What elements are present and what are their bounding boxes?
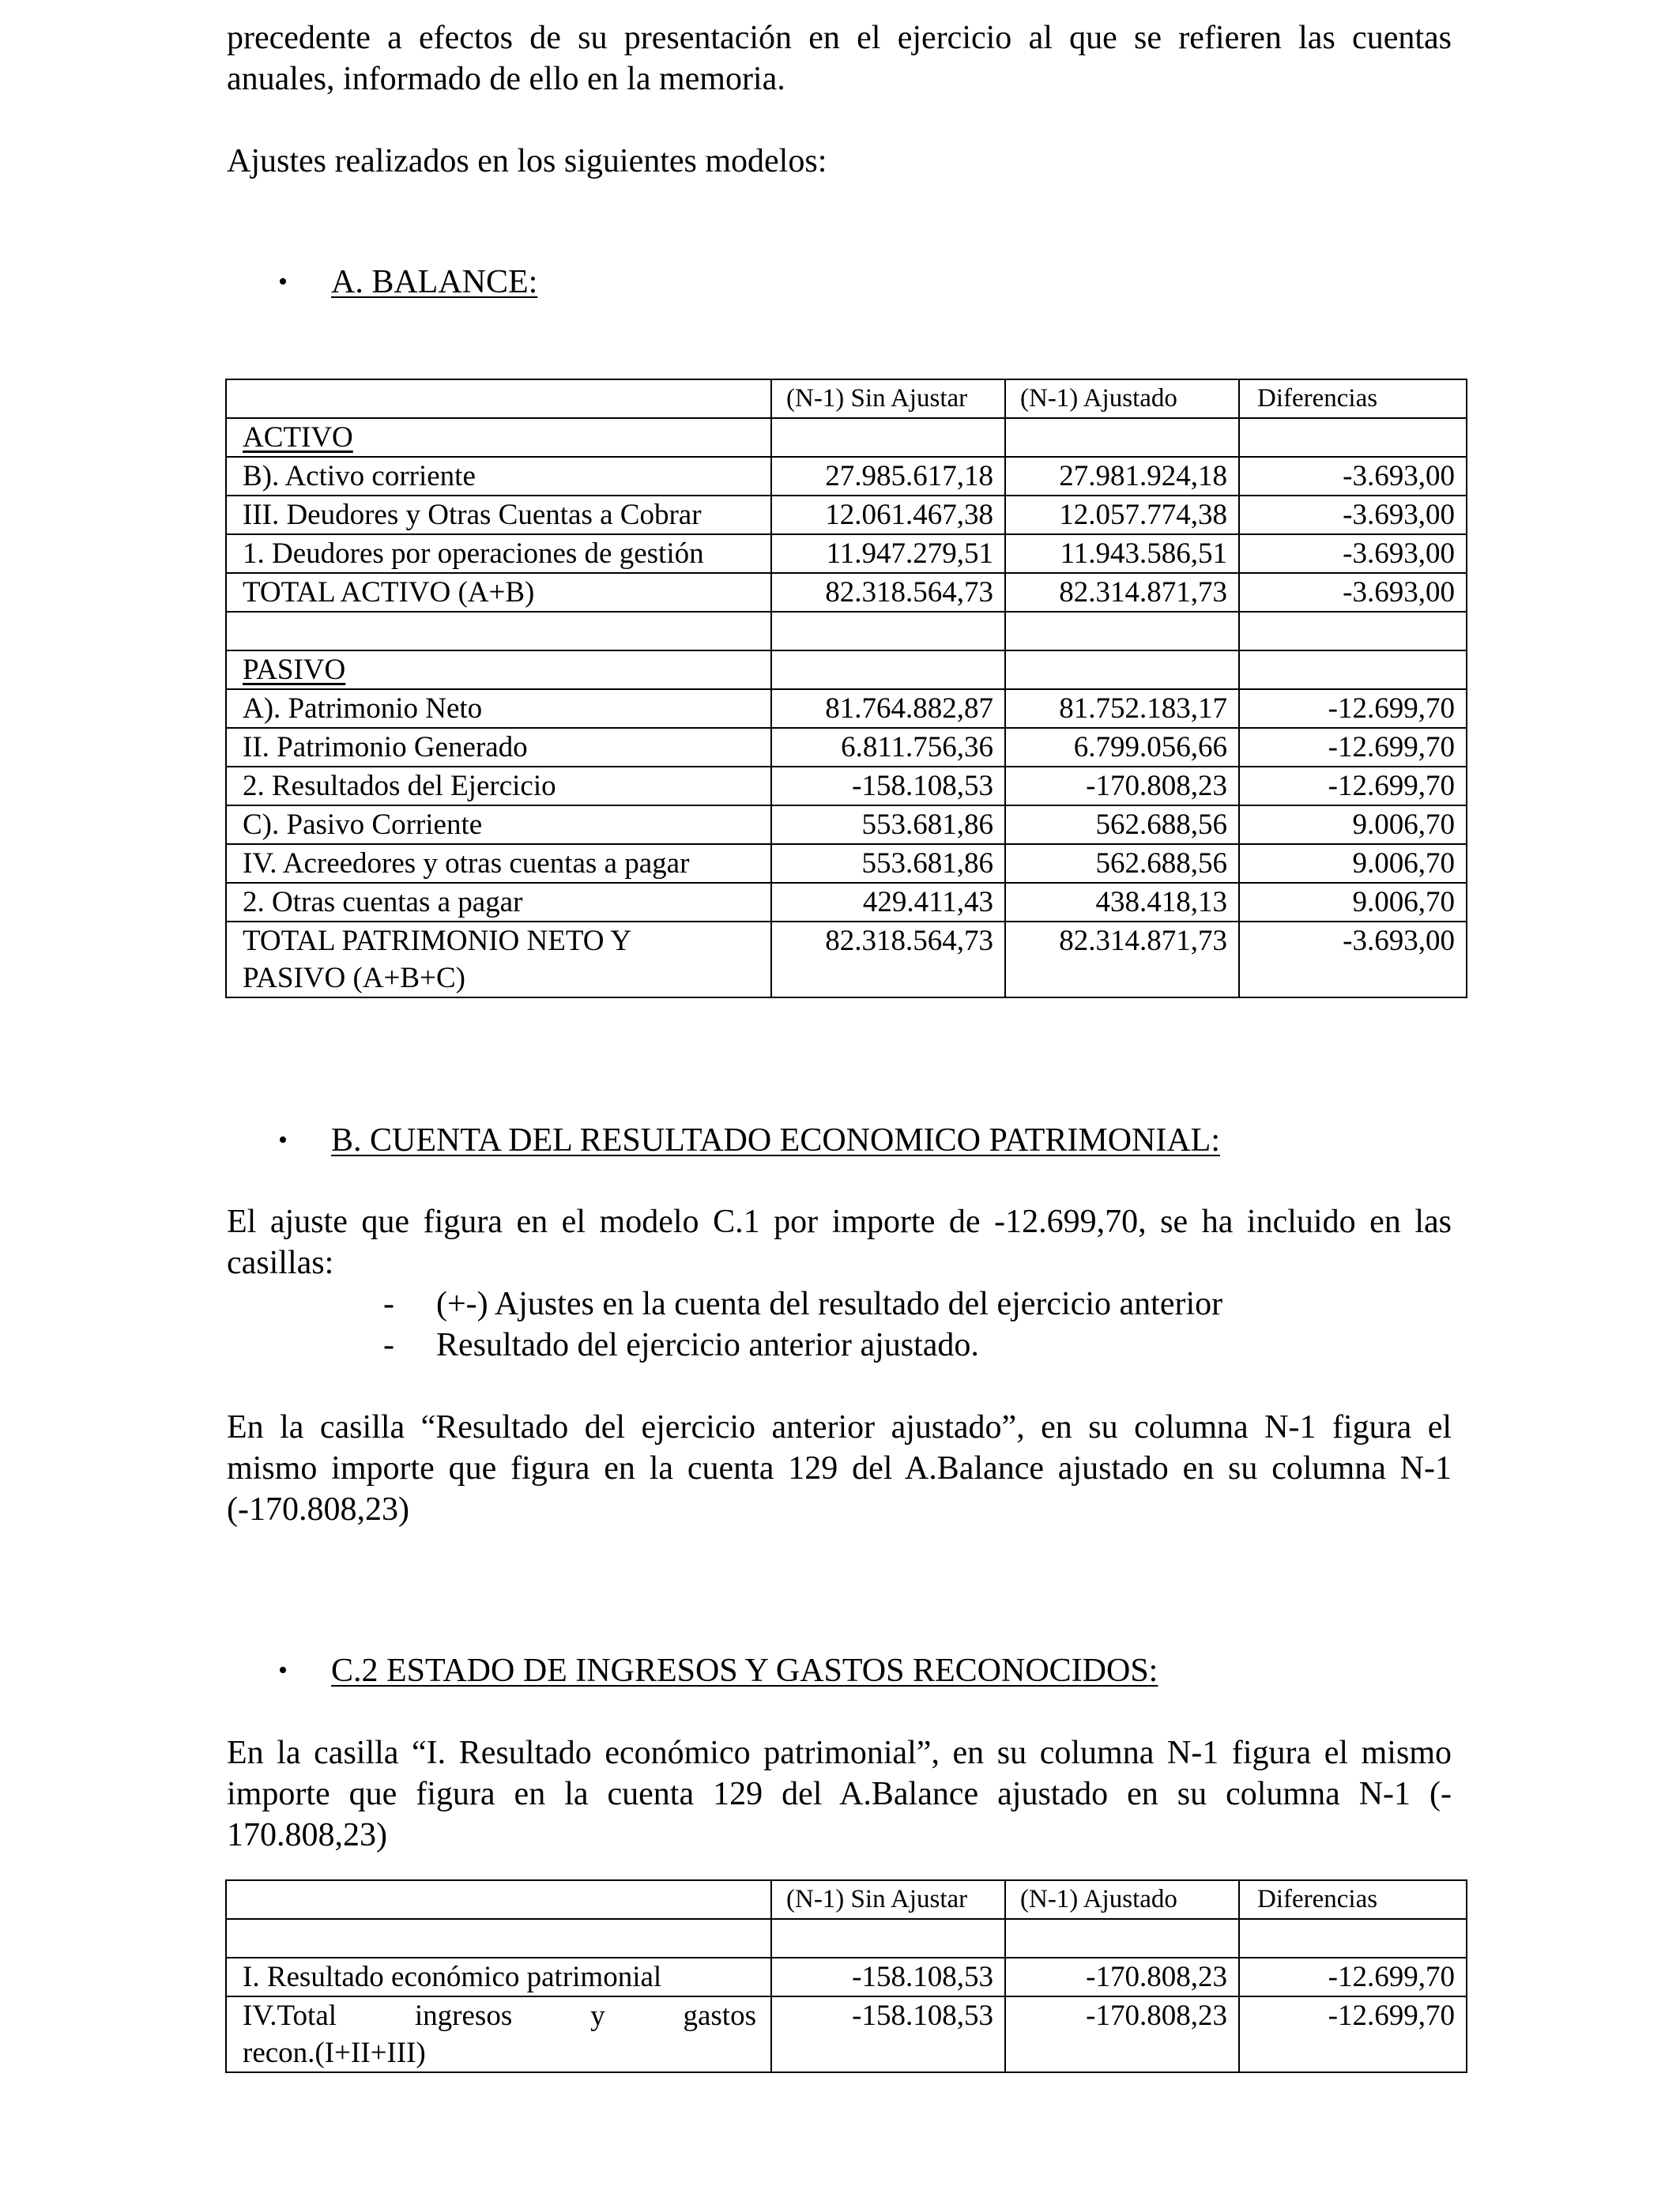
section-b-p1-line2: casillas:	[227, 1245, 334, 1281]
list-item-text: Resultado del ejercicio anterior ajustado.	[436, 1327, 979, 1363]
cell-sin-ajustar: 27.985.617,18	[771, 457, 1005, 496]
table-row-empty	[226, 1919, 1467, 1958]
total-word: ingresos	[414, 2000, 513, 2032]
table-row	[226, 805, 1467, 844]
cell-sin-ajustar: 6.811.756,36	[771, 728, 1005, 767]
cell-diferencia: -3.693,00	[1239, 496, 1467, 534]
row-label: II. Patrimonio Generado	[226, 728, 771, 767]
section-c-p-line3: 170.808,23)	[227, 1817, 387, 1853]
bullet-icon: •	[278, 267, 288, 296]
cell-ajustado: -170.808,23	[1005, 1958, 1239, 1996]
cell-sin-ajustar: -158.108,53	[771, 767, 1005, 805]
section-b-p2-line3: (-170.808,23)	[227, 1491, 409, 1528]
cell-ajustado: 438.418,13	[1005, 883, 1239, 922]
cell-diferencia: -3.693,00	[1239, 534, 1467, 573]
cell-diferencia: -3.693,00	[1239, 922, 1467, 997]
table-row	[226, 767, 1467, 805]
section-b-p2-line1: En la casilla “Resultado del ejercicio anterior ajustado”, en su columna N-1 figura el	[227, 1409, 1452, 1446]
table-row	[226, 844, 1467, 883]
header-sin-ajustar: (N-1) Sin Ajustar	[771, 1880, 1005, 1919]
cell-ajustado: 82.314.871,73	[1005, 573, 1239, 612]
cell-ajustado: 562.688,56	[1005, 844, 1239, 883]
cell-diferencia: -12.699,70	[1239, 1958, 1467, 1996]
cell-ajustado: 12.057.774,38	[1005, 496, 1239, 534]
total-label-line-2: recon.(I+II+III)	[243, 2037, 426, 2069]
table-row-total	[226, 922, 1467, 997]
table-row	[226, 883, 1467, 922]
section-b-p1-line1: El ajuste que figura en el modelo C.1 por importe de -12.699,70, se ha incluido en las	[227, 1204, 1452, 1240]
cell-sin-ajustar: 11.947.279,51	[771, 534, 1005, 573]
cell-ajustado: 81.752.183,17	[1005, 689, 1239, 728]
cell-diferencia: -12.699,70	[1239, 689, 1467, 728]
list-item	[227, 1325, 1452, 1366]
section-c-heading	[227, 1650, 1452, 1691]
total-label-line-2: PASIVO (A+B+C)	[243, 962, 465, 994]
section-b-title: B. CUENTA DEL RESULTADO ECONOMICO PATRIMONIAL:	[331, 1122, 1220, 1159]
header-cell-empty	[226, 1880, 771, 1919]
row-label: 2. Otras cuentas a pagar	[226, 883, 771, 922]
table-row	[226, 689, 1467, 728]
row-label: IV. Acreedores y otras cuentas a pagar	[226, 844, 771, 883]
table-row	[226, 418, 1467, 457]
row-label: TOTAL ACTIVO (A+B)	[226, 573, 771, 612]
dash-marker: -	[383, 1327, 394, 1363]
cell-ajustado: 27.981.924,18	[1005, 457, 1239, 496]
ajustes-intro: Ajustes realizados en los siguientes modelos:	[227, 143, 827, 179]
cell-ajustado: -170.808,23	[1005, 1996, 1239, 2072]
total-word: IV.Total	[243, 2000, 337, 2032]
row-label: B). Activo corriente	[226, 457, 771, 496]
table-header-row	[226, 1880, 1467, 1919]
header-ajustado: (N-1) Ajustado	[1005, 1880, 1239, 1919]
intro-line-1: precedente a efectos de su presentación en el ejercicio al que se refieren las cuentas	[227, 20, 1452, 56]
activo-label: ACTIVO	[226, 418, 771, 457]
table-row	[226, 496, 1467, 534]
cell-ajustado: -170.808,23	[1005, 767, 1239, 805]
list-item	[227, 1284, 1452, 1325]
section-a-heading	[227, 262, 1452, 303]
cell-diferencia: 9.006,70	[1239, 883, 1467, 922]
row-label: III. Deudores y Otras Cuentas a Cobrar	[226, 496, 771, 534]
section-c-p-line2: importe que figura en la cuenta 129 del A.Balance ajustado en su columna N-1 (-	[227, 1776, 1452, 1812]
cell-diferencia: 9.006,70	[1239, 805, 1467, 844]
intro-line-2: anuales, informado de ello en la memoria.	[227, 61, 785, 97]
cell-diferencia: -12.699,70	[1239, 728, 1467, 767]
section-a-title: A. BALANCE:	[331, 264, 538, 300]
cell-diferencia: -12.699,70	[1239, 767, 1467, 805]
cell-sin-ajustar: 553.681,86	[771, 805, 1005, 844]
table-header-row	[226, 379, 1467, 418]
table-row	[226, 1958, 1467, 1996]
cell-sin-ajustar: -158.108,53	[771, 1996, 1005, 2072]
cell-diferencia: -3.693,00	[1239, 573, 1467, 612]
table-row-total	[226, 1996, 1467, 2072]
total-word: y	[590, 2000, 605, 2032]
row-label: A). Patrimonio Neto	[226, 689, 771, 728]
cell-sin-ajustar: 12.061.467,38	[771, 496, 1005, 534]
cell-sin-ajustar: 81.764.882,87	[771, 689, 1005, 728]
ingresos-gastos-table	[225, 1879, 1467, 2073]
list-item-text: (+-) Ajustes en la cuenta del resultado del ejercicio anterior	[436, 1286, 1223, 1322]
table-row	[226, 534, 1467, 573]
table-row	[226, 457, 1467, 496]
document-page	[227, 17, 1455, 2073]
header-diferencias: Diferencias	[1239, 379, 1467, 418]
row-label: C). Pasivo Corriente	[226, 805, 771, 844]
cell-ajustado: 6.799.056,66	[1005, 728, 1239, 767]
cell-diferencia: -3.693,00	[1239, 457, 1467, 496]
header-diferencias: Diferencias	[1239, 1880, 1467, 1919]
row-label-total	[226, 922, 771, 997]
section-c-p-line1: En la casilla “I. Resultado económico patrimonial”, en su columna N-1 figura el mismo	[227, 1735, 1452, 1771]
cell-ajustado: 562.688,56	[1005, 805, 1239, 844]
balance-table	[225, 379, 1467, 998]
table-row	[226, 573, 1467, 612]
total-word: gastos	[683, 2000, 756, 2032]
casillas-list	[227, 1284, 1452, 1366]
cell-sin-ajustar: 553.681,86	[771, 844, 1005, 883]
row-label: 2. Resultados del Ejercicio	[226, 767, 771, 805]
row-label-total	[226, 1996, 771, 2072]
table-row-empty	[226, 612, 1467, 650]
table-row	[226, 650, 1467, 689]
row-label: I. Resultado económico patrimonial	[226, 1958, 771, 1996]
total-label-line-1: TOTAL PATRIMONIO NETO Y	[243, 925, 632, 957]
dash-marker: -	[383, 1286, 394, 1322]
cell-ajustado: 82.314.871,73	[1005, 922, 1239, 997]
cell-diferencia: 9.006,70	[1239, 844, 1467, 883]
cell-sin-ajustar: 82.318.564,73	[771, 573, 1005, 612]
table-row	[226, 728, 1467, 767]
bullet-icon: •	[278, 1125, 288, 1155]
header-cell-empty	[226, 379, 771, 418]
cell-sin-ajustar: 429.411,43	[771, 883, 1005, 922]
cell-sin-ajustar: -158.108,53	[771, 1958, 1005, 1996]
section-b-heading	[227, 1120, 1452, 1161]
bullet-icon: •	[278, 1656, 288, 1685]
header-ajustado: (N-1) Ajustado	[1005, 379, 1239, 418]
row-label: 1. Deudores por operaciones de gestión	[226, 534, 771, 573]
pasivo-label: PASIVO	[226, 650, 771, 689]
cell-sin-ajustar: 82.318.564,73	[771, 922, 1005, 997]
section-c-title: C.2 ESTADO DE INGRESOS Y GASTOS RECONOCIDOS:	[331, 1653, 1158, 1689]
header-sin-ajustar: (N-1) Sin Ajustar	[771, 379, 1005, 418]
cell-ajustado: 11.943.586,51	[1005, 534, 1239, 573]
total-label-line-1	[243, 1997, 756, 2034]
section-b-p2-line2: mismo importe que figura en la cuenta 129 del A.Balance ajustado en su columna N-1	[227, 1450, 1452, 1487]
cell-diferencia: -12.699,70	[1239, 1996, 1467, 2072]
